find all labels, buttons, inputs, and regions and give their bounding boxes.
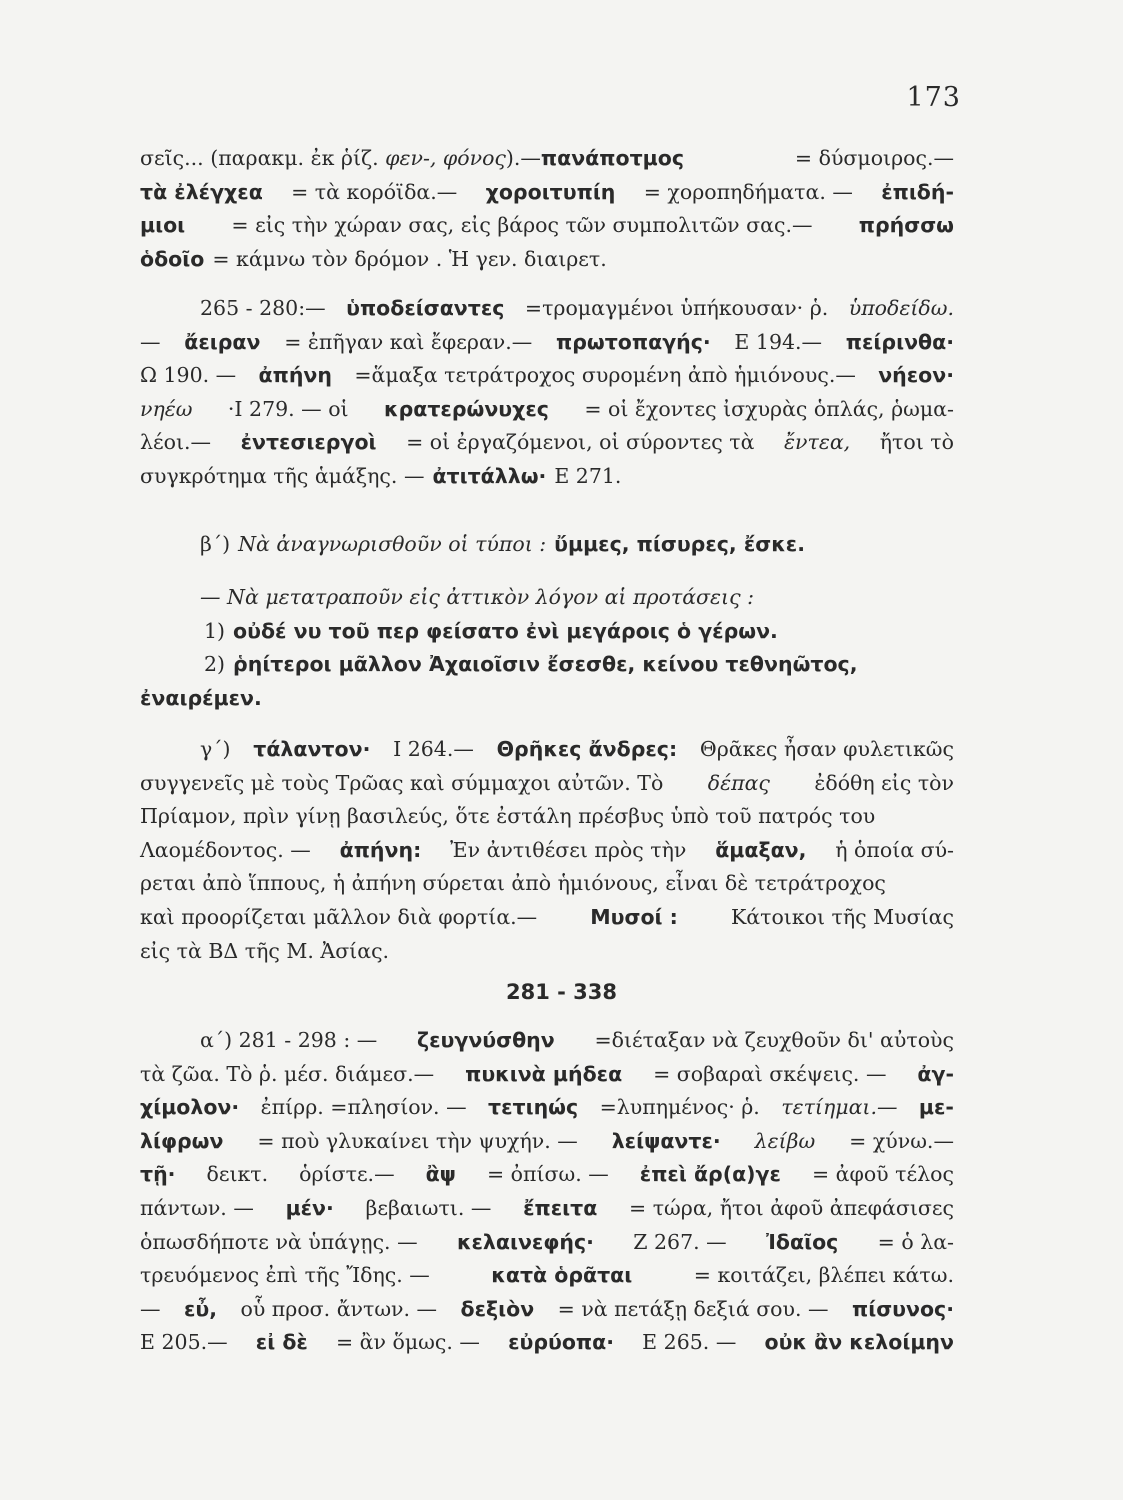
text-line: γ΄) τάλαντον· Ι 264.— Θρῆκες ἄνδρες: Θρᾶκες ἦσαν φυλετικῶς xyxy=(200,737,954,761)
text-line: 265 - 280:— ὑποδείσαντες =τρομαγμένοι ὑπήκουσαν· ῥ. ὑποδείδω. xyxy=(200,296,954,320)
paragraph-intro xyxy=(140,142,954,276)
text-line: μιοι = εἰς τὴν χώραν σας, εἰς βάρος τῶν συμπολιτῶν σας.— πρήσσω xyxy=(140,213,954,238)
text-line: β΄) Νὰ ἀναγνωρισθοῦν οἱ τύποι : ὔμμες, πίσυρες, ἔσκε. xyxy=(200,532,805,556)
text-line: ρεται ἀπὸ ἵππους, ἡ ἀπήνη σύρεται ἀπὸ ἡμιόνους, εἶναι δὲ τετράτροχος xyxy=(140,871,886,896)
text-line: Ε 205.— εἰ δὲ = ἂν ὅμως. — εὐρύοπα· Ε 265. — οὐκ ἂν κελοίμην xyxy=(140,1330,954,1355)
text-line: — ἄειραν = ἐπῆγαν καὶ ἔφεραν.— πρωτοπαγής· Ε 194.— πείρινθα· xyxy=(140,329,954,354)
text-line: ὁπωσδήποτε νὰ ὑπάγῃς. — κελαινεφής· Ζ 267. — Ἰδαῖος = ὁ λα- xyxy=(140,1229,954,1254)
exercise xyxy=(140,581,954,715)
text-line: συγκρότημα τῆς ἁμάξης. — ἀτιτάλλω· Ε 271. xyxy=(140,463,622,488)
section-gamma xyxy=(140,733,954,968)
section-beta xyxy=(140,528,954,562)
text-line: πάντων. — μέν· βεβαιωτι. — ἔπειτα = τώρα, ἤτοι ἀφοῦ ἀπεφάσισες xyxy=(140,1195,954,1220)
text-line: τρευόμενος ἐπὶ τῆς Ἴδης. — κατὰ ὁρᾶται = κοιτάζει, βλέπει κάτω. xyxy=(140,1263,954,1288)
text-line: καὶ προορίζεται μᾶλλον διὰ φορτία.— Μυσοί : Κάτοικοι τῆς Μυσίας xyxy=(140,904,954,929)
text-line: συγγενεῖς μὲ τοὺς Τρῶας καὶ σύμμαχοι αὐτῶν. Τὸ δέπας ἐδόθη εἰς τὸν xyxy=(140,770,954,795)
text-line: τῇ· δεικτ. ὁρίστε.— ἂψ = ὀπίσω. — ἐπεὶ ἄρ(α)γε = ἀφοῦ τέλος xyxy=(140,1162,954,1187)
text-line: ὁδοῖο = κάμνω τὸν δρόμον . Ἡ γεν. διαιρετ. xyxy=(140,246,607,271)
text-line: Πρίαμον, πρὶν γίνῃ βασιλεύς, ὅτε ἐστάλη πρέσβυς ὑπὸ τοῦ πατρός του xyxy=(140,804,876,829)
text-line: νηέω ·Ι 279. — οἱ κρατερώνυχες = οἱ ἔχοντες ἰσχυρὰς ὁπλάς, ῥωμα- xyxy=(140,396,954,421)
text-line: λίφρων = ποὺ γλυκαίνει τὴν ψυχήν. — λείψαντε· λείβω = χύνω.— xyxy=(140,1128,954,1153)
text-line: τὰ ζῶα. Τὸ ῥ. μέσ. διάμεσ.— πυκινὰ μήδεα = σοβαραὶ σκέψεις. — ἀγ- xyxy=(140,1061,954,1086)
paragraph-265-280 xyxy=(140,292,954,494)
text-line: λέοι.— ἐντεσιεργοὶ = οἱ ἐργαζόμενοι, οἱ σύροντες τὰ ἔντεα, ἤτοι τὸ xyxy=(140,430,954,455)
exercise-title: — Νὰ μετατραποῦν εἰς ἀττικὸν λόγον αἱ προτάσεις : xyxy=(200,585,754,609)
exercise-sentence-2-cont: ἐναιρέμεν. xyxy=(140,685,262,710)
exercise-sentence-1: 1) οὐδέ νυ τοῦ περ φείσατο ἐνὶ μεγάροις ὁ γέρων. xyxy=(204,618,778,643)
text-line: χίμολον· ἐπίρρ. =πλησίον. — τετιηώς =λυπημένος· ῥ. τετίημαι.— με- xyxy=(140,1095,954,1120)
text-line: Λαομέδοντος. — ἀπήνη: Ἐν ἀντιθέσει πρὸς τὴν ἅμαξαν, ἡ ὁποία σύ- xyxy=(140,837,954,862)
exercise-sentence-2: 2) ῥηίτεροι μᾶλλον Ἀχαιοῖσιν ἔσεσθε, κείνου τεθνηῶτος, xyxy=(204,652,858,677)
page-number: 173 xyxy=(906,82,961,113)
text-line: Ω 190. — ἀπήνη =ἅμαξα τετράτροχος συρομένη ἀπὸ ἡμιόνους.— νήεον· xyxy=(140,363,954,388)
text-line: — εὖ, οὗ προσ. ἄντων. — δεξιὸν = νὰ πετάξῃ δεξιά σου. — πίσυνος· xyxy=(140,1296,954,1321)
text-line: α΄) 281 - 298 : — ζευγνύσθην =διέταξαν νὰ ζευχθοῦν δι' αὐτοὺς xyxy=(200,1028,954,1052)
text-line: σεῖς... (παρακμ. ἐκ ῥίζ. φεν-, φόνος).—πανάποτμος = δύσμοιρος.— xyxy=(140,146,954,170)
paragraph-281-298 xyxy=(140,1024,954,1360)
text-line: τὰ ἐλέγχεα = τὰ κορόϊδα.— χοροιτυπίη = χοροπηδήματα. — ἐπιδή- xyxy=(140,179,954,204)
text-line: εἰς τὰ ΒΔ τῆς Μ. Ἀσίας. xyxy=(140,938,390,963)
section-heading: 281 - 338 xyxy=(505,980,617,1004)
